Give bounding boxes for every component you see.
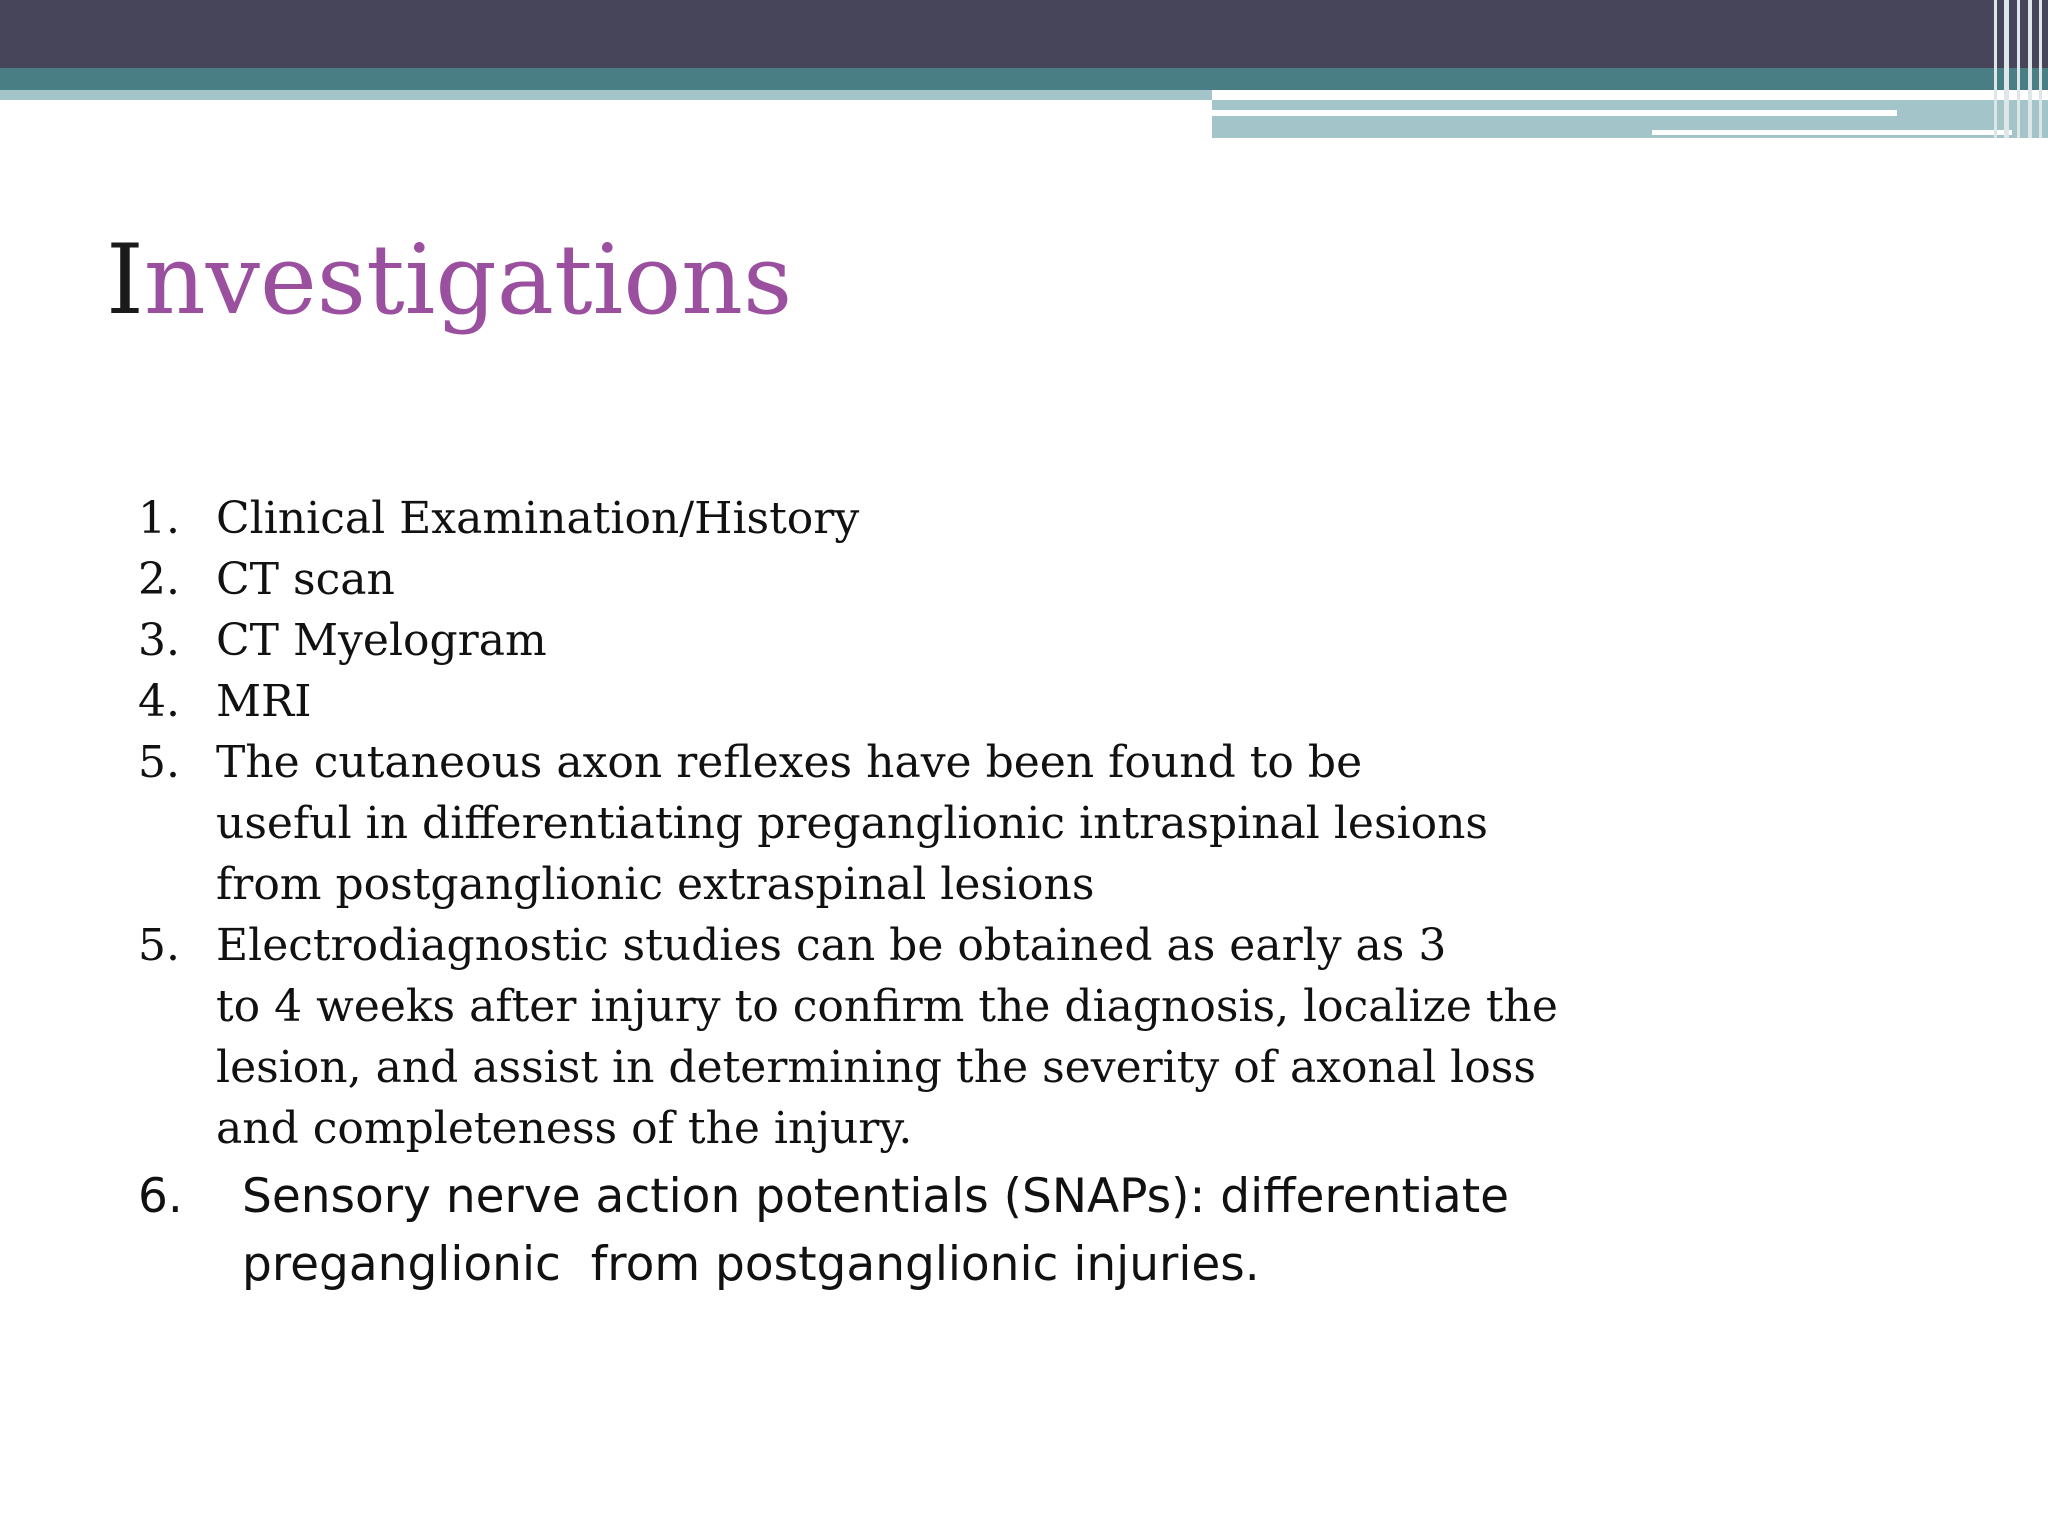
header-accent-line-short (1652, 130, 2012, 135)
header-light-bar-left (0, 90, 1212, 100)
list-item-text: CT scan (216, 554, 395, 605)
list-item-text: The cutaneous axon reflexes have been found to be useful in differentiating preganglionic intraspinal lesions from postganglionic extraspinal lesions (216, 737, 1489, 910)
list-item-number: 5. (138, 737, 180, 788)
list-item (138, 488, 1638, 549)
header-vertical-stripes (1990, 0, 2048, 138)
header-dark-bar (0, 0, 2048, 68)
list-item (138, 549, 1638, 610)
list-item-number: 3. (138, 615, 180, 666)
list-item (138, 732, 1638, 915)
slide-title-rest: nvestigations (143, 224, 793, 336)
header-teal-bar (0, 68, 2048, 90)
list-item-number: 4. (138, 676, 180, 727)
slide-title-initial: I (106, 224, 144, 336)
list-item-text: CT Myelogram (216, 615, 547, 666)
header-accent-line (1212, 110, 1897, 116)
list-item-number: 2. (138, 554, 180, 605)
list-item-text: Electrodiagnostic studies can be obtained as early as 3 to 4 weeks after injury to confirm the diagnosis, localize the lesion, and assist in determining the severity of axonal loss and completeness of the injury. (216, 920, 1558, 1154)
list-item-text: Sensory nerve action potentials (SNAPs): differentiate preganglionic from postganglionic injuries. (242, 1169, 1510, 1292)
list-item-number: 1. (138, 493, 180, 544)
list-item-text: Clinical Examination/History (216, 493, 860, 544)
investigations-list (138, 488, 1638, 1299)
list-item (138, 1163, 1638, 1299)
list-item-number: 5. (138, 920, 180, 971)
list-item (138, 671, 1638, 732)
list-item-text: MRI (216, 676, 312, 727)
slide-title (106, 224, 793, 336)
list-item-number: 6. (138, 1169, 183, 1224)
list-item (138, 610, 1638, 671)
list-item (138, 915, 1638, 1159)
